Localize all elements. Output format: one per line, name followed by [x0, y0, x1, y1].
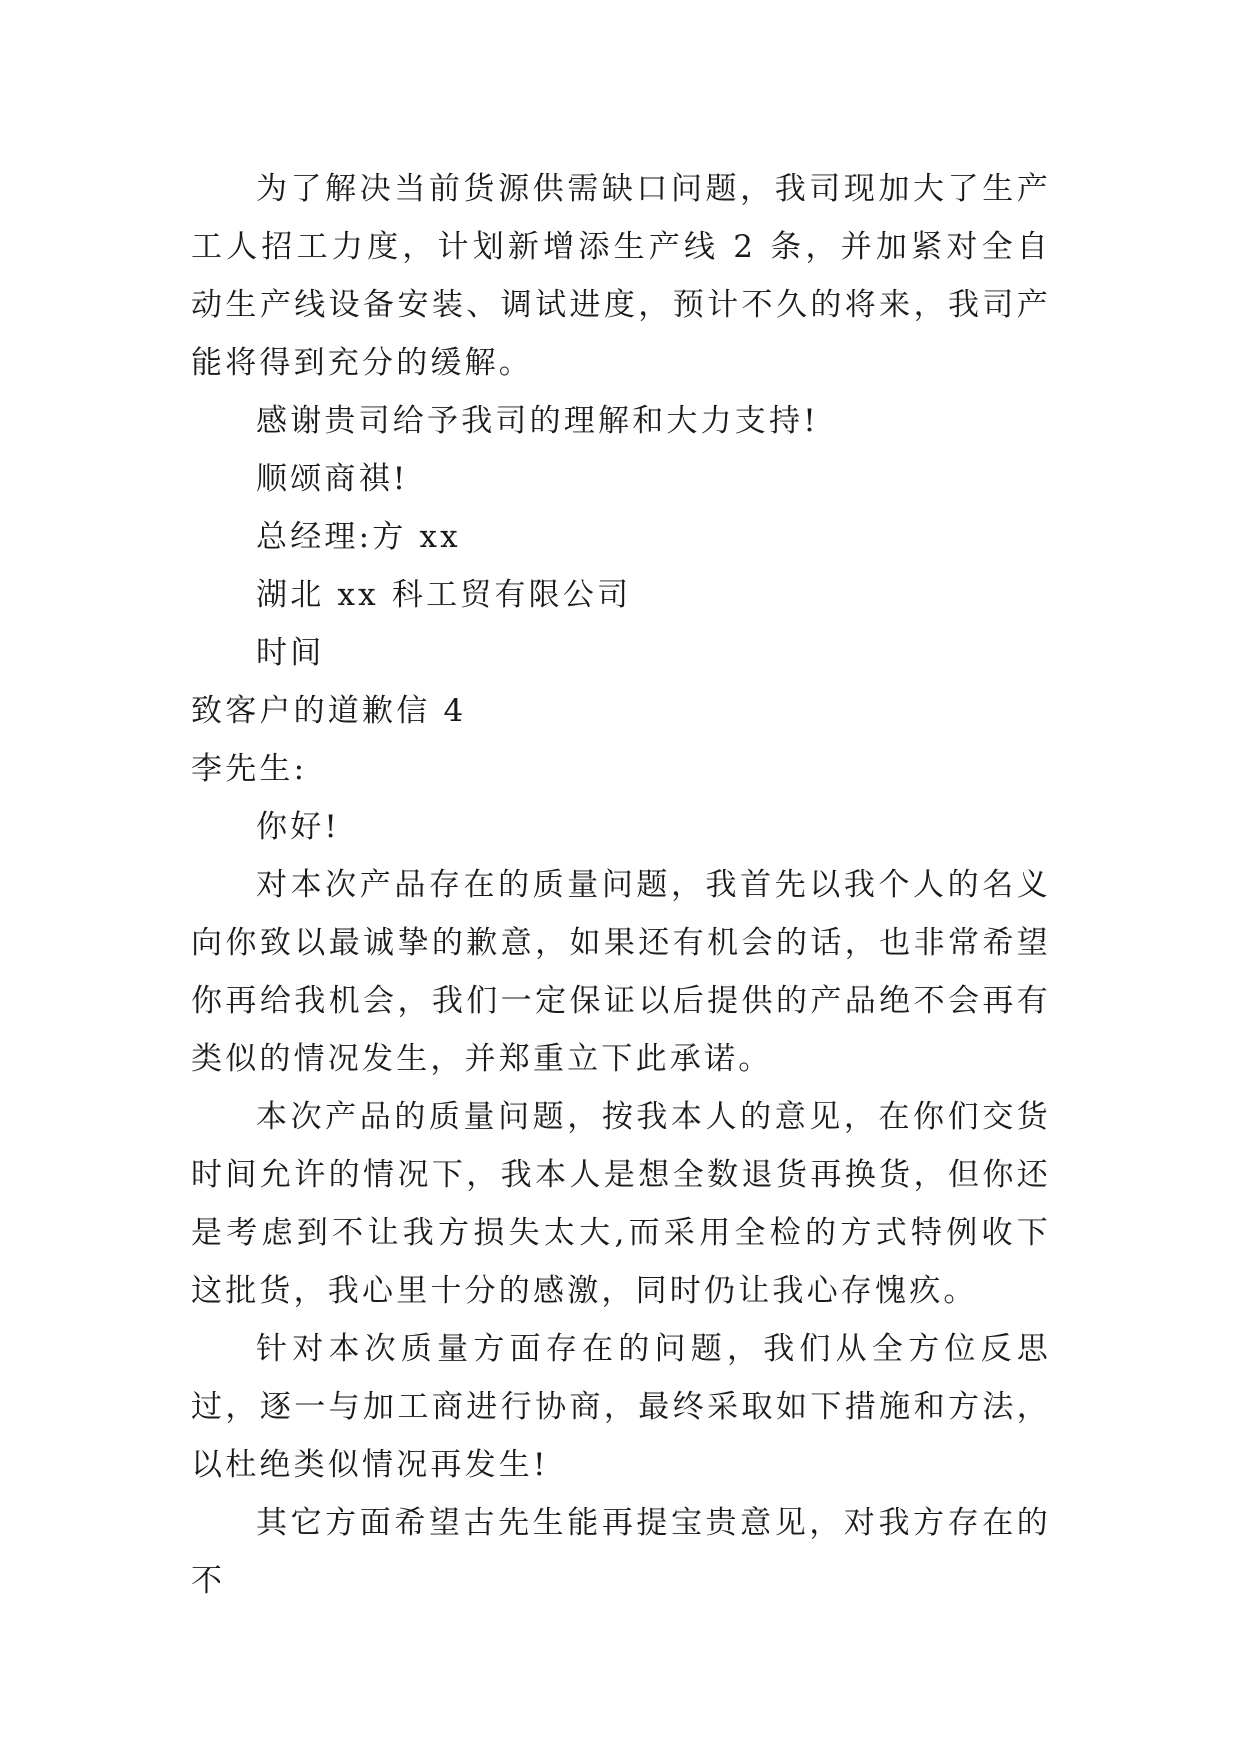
paragraph-quality-issue: 本次产品的质量问题，按我本人的意见，在你们交货时间允许的情况下，我本人是想全数退货再换货，但你还是考虑到不让我方损失太大,而采用全检的方式特例收下这批货，我心里十分的感激，同时仍让我心存愧疚。 — [191, 1099, 1051, 1309]
document-body — [191, 160, 1051, 1610]
signature-manager: 总经理:方 xx — [256, 519, 461, 555]
letter-heading: 致客户的道歉信 4 — [191, 693, 467, 729]
paragraph-measures: 针对本次质量方面存在的问题，我们从全方位反思过，逐一与加工商进行协商，最终采取如下措施和方法，以杜绝类似情况再发生! — [191, 1331, 1051, 1483]
paragraph-feedback: 其它方面希望古先生能再提宝贵意见，对我方存在的不 — [191, 1505, 1051, 1599]
greeting: 你好! — [256, 809, 341, 845]
paragraph-capacity: 为了解决当前货源供需缺口问题，我司现加大了生产工人招工力度，计划新增添生产线 2 条，并加紧对全自动生产线设备安装、调试进度，预计不久的将来，我司产能将得到充分的缓解。 — [191, 171, 1051, 381]
signature-date: 时间 — [256, 635, 325, 671]
paragraph-thanks: 感谢贵司给予我司的理解和大力支持! — [256, 403, 819, 439]
closing-greeting: 顺颂商祺! — [256, 461, 409, 497]
salutation: 李先生: — [191, 751, 308, 787]
paragraph-apology: 对本次产品存在的质量问题，我首先以我个人的名义向你致以最诚挚的歉意，如果还有机会的话，也非常希望你再给我机会，我们一定保证以后提供的产品绝不会再有类似的情况发生，并郑重立下此承诺。 — [191, 867, 1051, 1077]
signature-company: 湖北 xx 科工贸有限公司 — [256, 577, 632, 613]
